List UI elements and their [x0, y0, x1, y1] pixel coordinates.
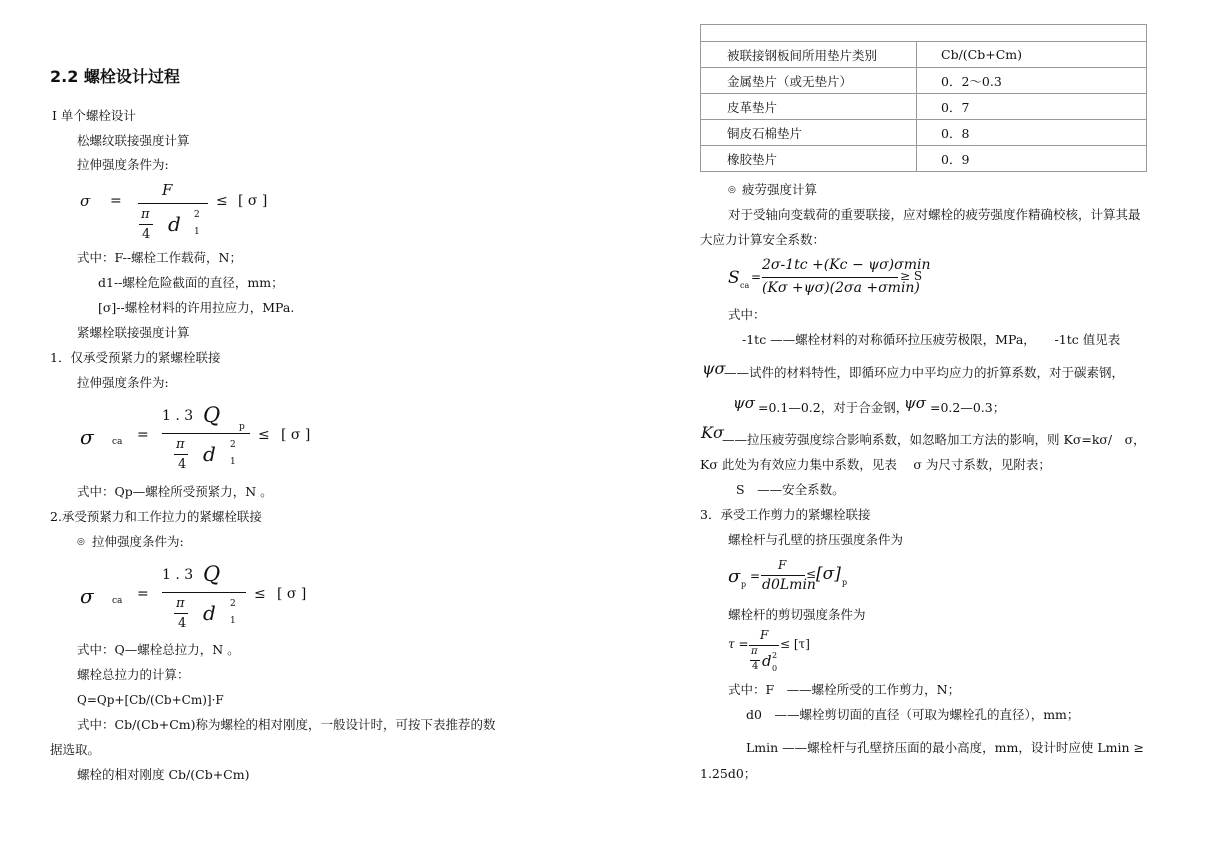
f3-rhs: [ σ ]: [277, 586, 307, 602]
line-f-def: 式中：F--螺栓工作载荷，N；: [77, 250, 242, 265]
f3-four: 4: [178, 616, 187, 631]
f4-eq: =: [751, 270, 762, 284]
f5-rhs-sub: p: [842, 578, 848, 587]
line-fatigue-title: 疲劳强度计算: [742, 182, 818, 197]
line-bearing-cond: 螺栓杆与孔壁的挤压强度条件为: [728, 532, 904, 547]
f3-Q: Q: [203, 562, 221, 586]
f1-d: d: [168, 212, 181, 236]
f3-eq: =: [137, 586, 149, 602]
table-row: [701, 68, 1147, 94]
line-loose-bolt: 松螺纹联接强度计算: [77, 133, 190, 148]
f1-four: 4: [142, 227, 151, 242]
bullet-mark-1: ◎: [77, 537, 85, 547]
f6-num: F: [760, 628, 769, 642]
line-psi-def: ——试件的材料特性，即循环应力中平均应力的折算系数，对于碳素钢，: [724, 365, 1125, 380]
f3-sup: 2: [230, 599, 236, 609]
f6-pi: π: [751, 646, 758, 657]
f4-S-sub: ca: [740, 281, 750, 290]
line-fatigue-desc: 对于受轴向变载荷的重要联接，应对螺栓的疲劳强度作精确校核，计算其最: [728, 207, 1141, 222]
f2-four: 4: [178, 457, 187, 472]
table-cell: 铜皮石棉垫片: [701, 120, 917, 146]
f5-sigma-sub: p: [741, 580, 747, 589]
f1-le: ≤: [216, 193, 228, 209]
psi-carbon-symbol: ψσ: [733, 394, 756, 412]
f2-pi: π: [176, 437, 185, 452]
f4-numerator: 2σ-1tc +(Kc − ψσ)σmin: [762, 257, 931, 273]
f2-d: d: [203, 442, 216, 466]
f5-le: ≤: [806, 567, 817, 581]
table-cell: 橡胶垫片: [701, 146, 917, 172]
line-d1-def: d1--螺栓危险截面的直径，mm；: [98, 275, 284, 290]
bullet-mark-2: ◎: [728, 185, 736, 195]
f3-sub: 1: [230, 616, 236, 626]
f4-ge: ≥ S: [900, 269, 923, 283]
line-tensile-cond-1: 拉伸强度条件为:: [77, 157, 169, 172]
line-shear-cond: 螺栓杆的剪切强度条件为: [728, 607, 866, 622]
f3-fraction-bar: [162, 592, 246, 593]
f1-eq: =: [110, 193, 122, 209]
f3-sigma: σ: [80, 584, 94, 608]
line-cb-def: 式中：Cb/(Cb+Cm)称为螺栓的相对刚度，一般设计时，可按下表推荐的数: [77, 717, 496, 732]
line-fatigue-limit: -1tc ——螺栓材料的对称循环拉压疲劳极限，MPa， -1tc 值见表: [742, 332, 1121, 347]
f2-rhs: [ σ ]: [281, 427, 311, 443]
line-psi-carbon: =0.1—0.2，对于合金钢，: [758, 400, 909, 415]
table-cell: 金属垫片（或无垫片）: [701, 68, 917, 94]
f6-four: 4: [752, 661, 759, 672]
f6-d: d: [762, 652, 772, 670]
f6-sub: 0: [772, 664, 778, 673]
line-where-1: 式中：: [728, 307, 766, 322]
line-tensile-cond-2: 拉伸强度条件为:: [77, 375, 169, 390]
f1-num: F: [162, 181, 173, 199]
f2-sigma: σ: [80, 425, 94, 449]
f2-Q-sub: p: [239, 422, 245, 432]
line-fatigue-desc-cont: 大应力计算安全系数：: [700, 232, 826, 247]
line-q-formula: Q=Qp+[Cb/(Cb+Cm)]·F: [77, 693, 224, 707]
f5-fraction-bar: [761, 575, 805, 576]
line-preload-only: 1．仅承受预紧力的紧螺栓联接: [50, 350, 221, 365]
f2-coef: 1 . 3: [162, 408, 194, 424]
f3-le: ≤: [254, 586, 266, 602]
f2-sigma-sub: ca: [112, 437, 123, 447]
f1-sigma: σ: [80, 192, 91, 210]
f6-le: ≤ [τ]: [780, 637, 810, 651]
psi-symbol: ψσ: [702, 359, 726, 378]
f2-sup: 2: [230, 440, 236, 450]
line-q-def: 式中：Q—螺栓总拉力，N 。: [77, 642, 240, 657]
table-cell: 0．7: [917, 94, 1147, 120]
table-cell: 0．2～0.3: [917, 68, 1147, 94]
line-cb-def-cont: 据选取。: [50, 742, 101, 757]
line-sigma-def: [σ]--螺栓材料的许用拉应力，MPa.: [98, 300, 295, 315]
table-header-row: [701, 42, 1147, 68]
table-cell: 0．9: [917, 146, 1147, 172]
line-k-sigma-def: ——拉压疲劳强度综合影响系数，如忽略加工方法的影响，则 Kσ=kσ/ σ，: [722, 432, 1146, 447]
f1-sub: 1: [194, 227, 200, 237]
f4-denominator: (Kσ +ψσ)(2σa +σmin): [762, 280, 920, 296]
line-safety-factor: S ——安全系数。: [736, 482, 845, 497]
f5-den: d0Lmin: [762, 577, 816, 593]
line-tight-bolt: 紧螺栓联接强度计算: [77, 325, 190, 340]
table-cell: 皮革垫片: [701, 94, 917, 120]
f5-eq: =: [750, 569, 761, 583]
f5-rhs: [σ]: [816, 564, 841, 584]
section-heading: 2.2 螺栓设计过程: [50, 67, 180, 86]
line-total-force: 螺栓总拉力的计算：: [77, 667, 190, 682]
f3-d: d: [203, 601, 216, 625]
line-stiffness-caption: 螺栓的相对刚度 Cb/(Cb+Cm): [77, 767, 250, 782]
f2-sub: 1: [230, 457, 236, 467]
f2-le: ≤: [258, 427, 270, 443]
table-cell: 0．8: [917, 120, 1147, 146]
f1-fraction-bar: [138, 203, 208, 204]
table-blank-row: [701, 25, 1147, 42]
f2-Q: Q: [203, 403, 221, 427]
f1-pi: π: [141, 207, 150, 222]
line-k-sigma-note: Kσ 此处为有效应力集中系数，见表 σ 为尺寸系数，见附表；: [700, 457, 1051, 472]
line-shear-bolt: 3．承受工作剪力的紧螺栓联接: [700, 507, 871, 522]
table-header-cell: Cb/(Cb+Cm): [917, 42, 1147, 68]
f1-pi-bar: [139, 224, 153, 225]
f5-num: F: [778, 558, 787, 572]
f3-pi-bar: [174, 613, 188, 614]
table-row: [701, 94, 1147, 120]
line-qp-def: 式中：Qp—螺栓所受预紧力，N 。: [77, 484, 273, 499]
table-row: [701, 120, 1147, 146]
f2-pi-bar: [174, 454, 188, 455]
line-psi-alloy: =0.2—0.3；: [930, 400, 1006, 415]
f2-eq: =: [137, 427, 149, 443]
line-tensile-cond-3: 拉伸强度条件为:: [92, 534, 184, 549]
f6-tau: τ =: [728, 637, 749, 651]
table-row: [701, 146, 1147, 172]
line-shear-force-def: 式中：F ——螺栓所受的工作剪力，N；: [728, 682, 961, 697]
line-lmin-def: Lmin ——螺栓杆与孔壁挤压面的最小高度，mm，设计时应使 Lmin ≥: [746, 740, 1145, 755]
line-preload-and-work: 2.承受预紧力和工作拉力的紧螺栓联接: [50, 509, 262, 524]
line-lmin-def-cont: 1.25d0；: [700, 766, 757, 781]
f4-S: S: [728, 268, 740, 288]
f2-fraction-bar: [162, 433, 250, 434]
f1-rhs: [ σ ]: [238, 193, 268, 209]
f4-fraction-bar: [762, 277, 898, 278]
f6-sup: 2: [772, 651, 778, 660]
f3-sigma-sub: ca: [112, 596, 123, 606]
f1-sup: 2: [194, 210, 200, 220]
f3-pi: π: [176, 596, 185, 611]
f3-coef: 1 . 3: [162, 567, 194, 583]
table-header-cell: 被联接钢板间所用垫片类别: [701, 42, 917, 68]
relative-stiffness-table: [700, 24, 1147, 172]
psi-alloy-symbol: ψσ: [904, 394, 927, 412]
k-sigma-symbol: Kσ: [701, 423, 724, 442]
line-d0-def: d0 ——螺栓剪切面的直径（可取为螺栓孔的直径），mm；: [746, 707, 1080, 722]
f5-sigma: σ: [728, 566, 741, 587]
line-single-bolt: Ⅰ 单个螺栓设计: [52, 108, 136, 123]
